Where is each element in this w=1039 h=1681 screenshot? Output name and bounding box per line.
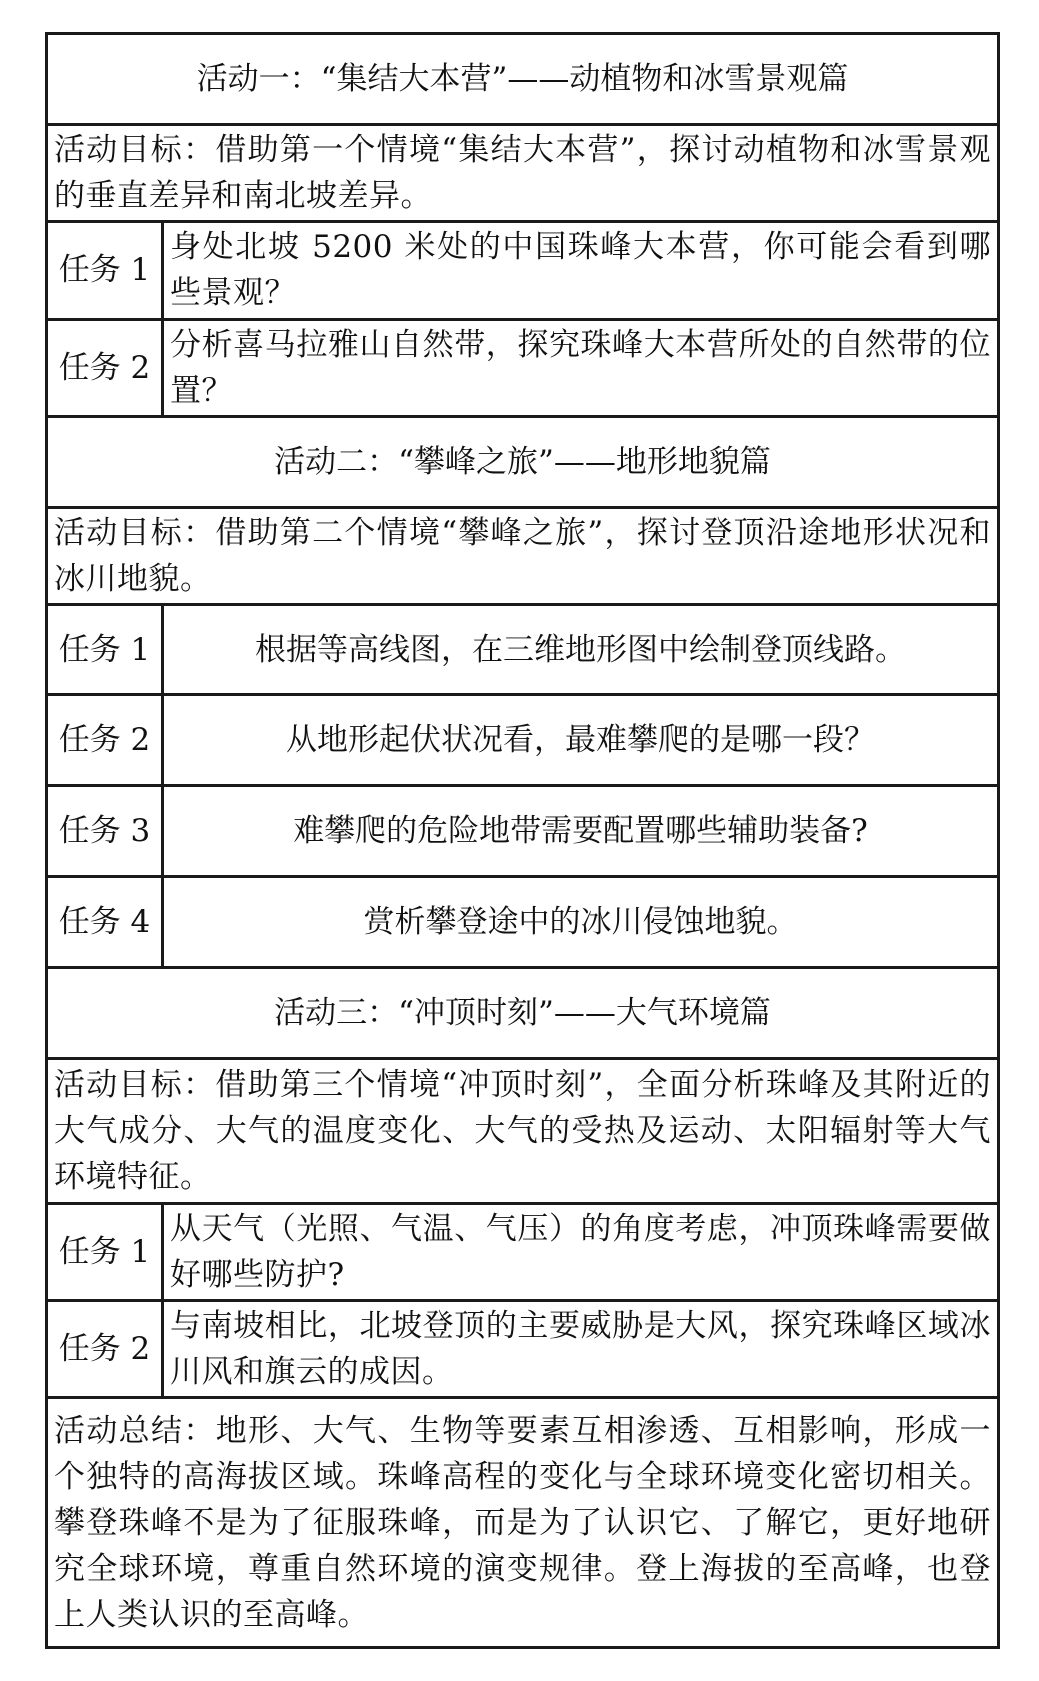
activity-2-task-4-label: 任务 4 bbox=[47, 877, 163, 968]
activity-1-task-2-text: 分析喜马拉雅山自然带，探究珠峰大本营所处的自然带的位置？ bbox=[163, 319, 999, 416]
activity-3-task-1-label: 任务 1 bbox=[47, 1203, 163, 1300]
activity-3-goal: 活动目标：借助第三个情境“冲顶时刻”，全面分析珠峰及其附近的大气成分、大气的温度变化、大气的受热及运动、太阳辐射等大气环境特征。 bbox=[47, 1059, 999, 1203]
activity-2-task-1-text: 根据等高线图，在三维地形图中绘制登顶线路。 bbox=[163, 605, 999, 695]
activity-1-title: 活动一：“集结大本营”——动植物和冰雪景观篇 bbox=[47, 34, 999, 125]
activity-2-task-3-text: 难攀爬的危险地带需要配置哪些辅助装备? bbox=[163, 786, 999, 877]
activity-2-task-3-label: 任务 3 bbox=[47, 786, 163, 877]
activity-3-task-1-text: 从天气（光照、气温、气压）的角度考虑，冲顶珠峰需要做好哪些防护? bbox=[163, 1203, 999, 1300]
activity-1-task-2-label: 任务 2 bbox=[47, 319, 163, 416]
activity-2-goal: 活动目标：借助第二个情境“攀峰之旅”，探讨登顶沿途地形状况和冰川地貌。 bbox=[47, 507, 999, 604]
activity-1-task-1-label: 任务 1 bbox=[47, 222, 163, 319]
activity-1-task-1-text: 身处北坡 5200 米处的中国珠峰大本营，你可能会看到哪些景观？ bbox=[163, 222, 999, 319]
activity-3-task-2-label: 任务 2 bbox=[47, 1300, 163, 1397]
activity-2-task-1-label: 任务 1 bbox=[47, 605, 163, 695]
activity-2-task-2-text: 从地形起伏状况看，最难攀爬的是哪一段？ bbox=[163, 695, 999, 786]
activity-table bbox=[45, 32, 1000, 1649]
activity-2-title: 活动二：“攀峰之旅”——地形地貌篇 bbox=[47, 416, 999, 507]
activity-3-task-2-text: 与南坡相比，北坡登顶的主要威胁是大风，探究珠峰区域冰川风和旗云的成因。 bbox=[163, 1300, 999, 1397]
activity-2-task-2-label: 任务 2 bbox=[47, 695, 163, 786]
activity-1-goal: 活动目标：借助第一个情境“集结大本营”，探讨动植物和冰雪景观的垂直差异和南北坡差异。 bbox=[47, 125, 999, 222]
activity-3-title: 活动三：“冲顶时刻”——大气环境篇 bbox=[47, 968, 999, 1059]
activity-2-task-4-text: 赏析攀登途中的冰川侵蚀地貌。 bbox=[163, 877, 999, 968]
activity-summary: 活动总结：地形、大气、生物等要素互相渗透、互相影响，形成一个独特的高海拔区域。珠峰高程的变化与全球环境变化密切相关。攀登珠峰不是为了征服珠峰，而是为了认识它、了解它，更好地研究全球环境，尊重自然环境的演变规律。登上海拔的至高峰，也登上人类认识的至高峰。 bbox=[47, 1398, 999, 1648]
